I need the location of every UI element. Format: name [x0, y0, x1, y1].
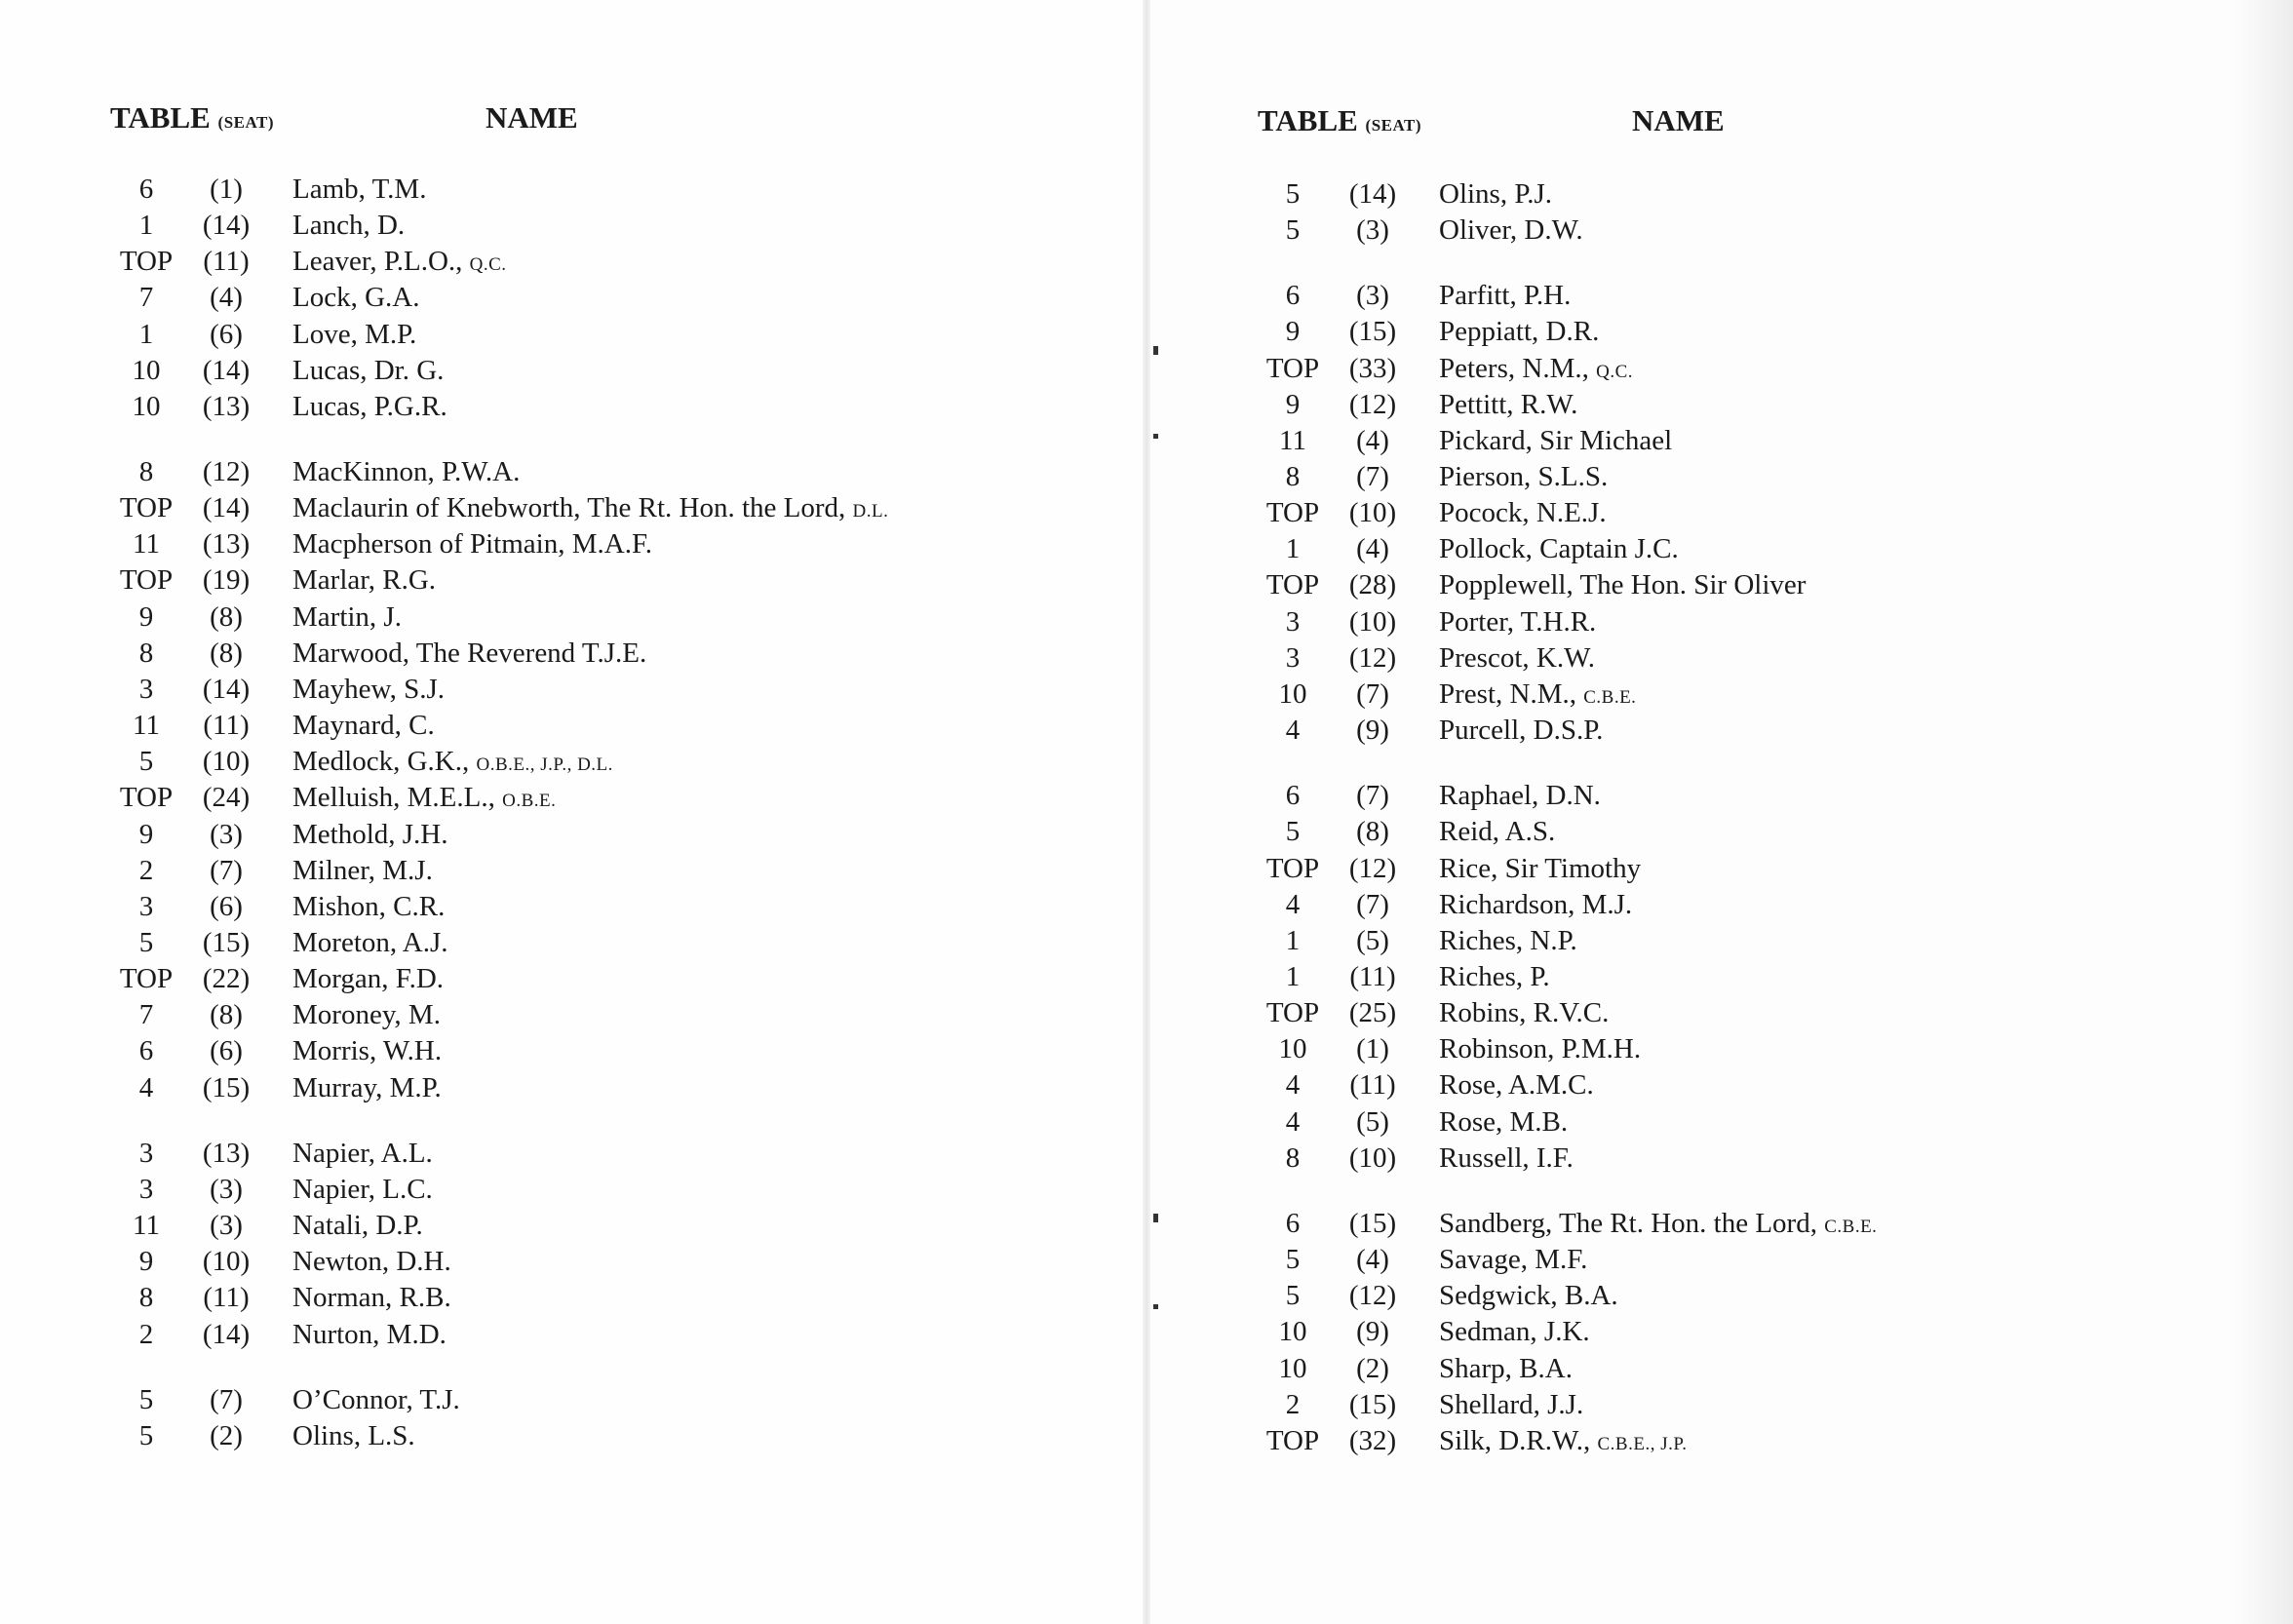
- guest-name-text: Nurton, M.D.: [292, 1319, 447, 1350]
- guest-name: [292, 172, 426, 207]
- seat-number: (11): [1349, 961, 1396, 992]
- guest-name-text: Napier, L.C.: [292, 1174, 433, 1205]
- guest-name: [292, 1136, 433, 1171]
- guest-name: [1439, 278, 1571, 313]
- right-page: [1146, 0, 2293, 1624]
- table-number: 10: [1278, 678, 1307, 710]
- table-number: TOP: [1265, 853, 1320, 884]
- guest-name-text: Morgan, F.D.: [292, 963, 445, 994]
- guest-name: [1439, 851, 1641, 886]
- guest-name-text: Reid, A.S.: [1439, 816, 1556, 847]
- seat-number: (14): [202, 492, 251, 523]
- seat-number: (11): [203, 710, 250, 741]
- guest-name: [292, 490, 888, 529]
- table-number: TOP: [1265, 497, 1320, 528]
- seat-number: (25): [1348, 997, 1397, 1028]
- guest-name-text: Methold, J.H.: [292, 819, 448, 850]
- guest-name-text: O’Connor, T.J.: [292, 1384, 460, 1415]
- guest-name: [292, 672, 445, 707]
- guest-name-text: Olins, L.S.: [292, 1420, 415, 1451]
- table-number: 5: [138, 1420, 154, 1451]
- guest-name: [292, 1033, 442, 1068]
- seat-number: (19): [202, 564, 251, 596]
- seat-number: (10): [1348, 606, 1397, 638]
- honours-suffix: Q.C.: [469, 254, 507, 275]
- seat-number: (3): [1356, 214, 1389, 246]
- guest-name-text: Sedgwick, B.A.: [1439, 1280, 1618, 1311]
- guest-name-text: Pierson, S.L.S.: [1439, 461, 1609, 492]
- guest-name-text: Mishon, C.R.: [292, 891, 446, 922]
- guest-name-text: Marwood, The Reverend T.J.E.: [292, 638, 647, 669]
- seat-number: (4): [1356, 425, 1389, 456]
- guest-name: [292, 961, 444, 996]
- seat-number: (15): [1348, 1208, 1397, 1239]
- guest-name: [1439, 1351, 1573, 1386]
- honours-suffix: O.B.E.: [502, 791, 557, 811]
- table-number: TOP: [119, 246, 174, 277]
- guest-name-text: Macpherson of Pitmain, M.A.F.: [292, 528, 653, 560]
- guest-name-text: Sedman, J.K.: [1439, 1316, 1590, 1347]
- left-page: [0, 0, 1146, 1624]
- honours-suffix: C.B.E.: [1824, 1217, 1878, 1237]
- seat-number: (11): [1349, 1069, 1396, 1101]
- table-number: 5: [1285, 178, 1301, 210]
- guest-name-text: Natali, D.P.: [292, 1210, 423, 1241]
- seat-number: (5): [1356, 1106, 1389, 1138]
- table-number: TOP: [1265, 569, 1320, 600]
- table-number: 5: [138, 1384, 154, 1415]
- guest-name: [292, 636, 646, 671]
- guest-name-text: Peters, N.M.,: [1439, 353, 1597, 384]
- table-number: 6: [1285, 280, 1301, 311]
- table-number: 11: [1279, 425, 1306, 456]
- guest-name-text: Oliver, D.W.: [1439, 214, 1583, 246]
- guest-name-text: Riches, P.: [1439, 961, 1550, 992]
- page-edge-shadow: [2235, 0, 2293, 1624]
- table-number: 10: [132, 391, 161, 422]
- table-number: 2: [138, 855, 154, 886]
- table-number: 5: [1285, 214, 1301, 246]
- guest-name: [1439, 887, 1632, 922]
- guest-name: [292, 317, 416, 352]
- table-number: 5: [1285, 816, 1301, 847]
- guest-name: [292, 889, 445, 924]
- guest-name-text: Maclaurin of Knebworth, The Rt. Hon. the Lord,: [292, 492, 853, 523]
- guest-name: [292, 208, 405, 243]
- seat-number: (15): [202, 927, 251, 958]
- seat-number: (14): [202, 674, 251, 705]
- seat-number: (1): [210, 174, 243, 205]
- table-number: 9: [138, 601, 154, 633]
- guest-name: [292, 1280, 451, 1315]
- table-number: 2: [138, 1319, 154, 1350]
- guest-name: [1439, 387, 1577, 422]
- guest-name-text: Moroney, M.: [292, 999, 441, 1030]
- guest-name-text: Milner, M.J.: [292, 855, 433, 886]
- seat-number: (8): [210, 999, 243, 1030]
- seat-number: (15): [1348, 316, 1397, 347]
- guest-name: [292, 780, 556, 819]
- guest-name: [292, 1244, 451, 1279]
- guest-name: [292, 708, 435, 743]
- guest-name-text: Rose, M.B.: [1439, 1106, 1569, 1138]
- seat-number: (10): [202, 746, 251, 777]
- table-number: 10: [1278, 1353, 1307, 1384]
- table-number: TOP: [119, 492, 174, 523]
- guest-name: [292, 389, 447, 424]
- guest-name: [292, 353, 444, 388]
- seat-number: (2): [210, 1420, 243, 1451]
- guest-name-text: Robinson, P.M.H.: [1439, 1033, 1642, 1064]
- guest-name: [292, 925, 448, 960]
- guest-name: [292, 1172, 433, 1207]
- table-number: 3: [1285, 606, 1301, 638]
- seat-number: (33): [1348, 353, 1397, 384]
- binding-mark: [1153, 434, 1158, 439]
- seat-number: (6): [210, 319, 243, 350]
- table-number: 10: [1278, 1316, 1307, 1347]
- table-number: 11: [133, 1210, 160, 1241]
- guest-name-text: Pollock, Captain J.C.: [1439, 533, 1679, 564]
- seat-number: (4): [1356, 1244, 1389, 1275]
- guest-name: [1439, 213, 1583, 248]
- table-number: 6: [1285, 1208, 1301, 1239]
- guest-name: [1439, 814, 1555, 849]
- guest-name: [292, 744, 613, 783]
- guest-name: [1439, 923, 1577, 958]
- seat-number: (1): [1356, 1033, 1389, 1064]
- table-number: 10: [1278, 1033, 1307, 1064]
- table-number: 9: [1285, 316, 1301, 347]
- guest-name-text: Lock, G.A.: [292, 282, 420, 313]
- guest-name-text: MacKinnon, P.W.A.: [292, 456, 521, 487]
- seat-number: (14): [202, 355, 251, 386]
- table-number: 2: [1285, 1389, 1301, 1420]
- seat-number: (24): [202, 782, 251, 813]
- guest-name: [1439, 677, 1636, 715]
- seat-number: (9): [1356, 715, 1389, 746]
- guest-name-text: Lucas, Dr. G.: [292, 355, 445, 386]
- name-header: NAME: [486, 100, 578, 135]
- guest-name-text: Morris, W.H.: [292, 1035, 443, 1066]
- guest-name: [1439, 314, 1599, 349]
- guest-name-text: Lamb, T.M.: [292, 174, 427, 205]
- guest-name-text: Silk, D.R.W.,: [1439, 1425, 1598, 1456]
- seat-number: (7): [1356, 889, 1389, 920]
- seat-number: (8): [1356, 816, 1389, 847]
- table-number: 3: [138, 1174, 154, 1205]
- guest-name-text: Melluish, M.E.L.,: [292, 782, 503, 813]
- table-number: 5: [138, 746, 154, 777]
- guest-name: [1439, 176, 1552, 212]
- guest-name: [1439, 778, 1601, 813]
- seat-number: (22): [202, 963, 251, 994]
- seat-number: (7): [1356, 678, 1389, 710]
- seat-number: (10): [1348, 497, 1397, 528]
- guest-name: [292, 817, 448, 852]
- right-entry-list: [1146, 0, 2293, 1624]
- guest-name: [292, 454, 520, 489]
- guest-name: [1439, 1423, 1688, 1462]
- guest-name-text: Prescot, K.W.: [1439, 642, 1596, 674]
- seat-number: (3): [210, 819, 243, 850]
- seat-number: (13): [202, 1138, 251, 1169]
- seat-number: (14): [1348, 178, 1397, 210]
- table-number: 9: [138, 819, 154, 850]
- guest-name: [292, 1418, 415, 1453]
- table-number: 7: [138, 282, 154, 313]
- guest-name: [1439, 604, 1596, 639]
- guest-name: [292, 1208, 423, 1243]
- table-number: 11: [133, 528, 160, 560]
- guest-name-text: Prest, N.M.,: [1439, 678, 1584, 710]
- guest-name-text: Riches, N.P.: [1439, 925, 1577, 956]
- guest-name: [292, 853, 433, 888]
- table-number: 6: [138, 174, 154, 205]
- table-number: 5: [1285, 1280, 1301, 1311]
- guest-name: [1439, 1031, 1641, 1066]
- table-number: 3: [138, 674, 154, 705]
- table-number: TOP: [1265, 997, 1320, 1028]
- guest-name: [292, 526, 652, 561]
- seat-number: (2): [1356, 1353, 1389, 1384]
- guest-name-text: Love, M.P.: [292, 319, 417, 350]
- guest-name: [1439, 495, 1607, 530]
- guest-name-text: Pettitt, R.W.: [1439, 389, 1578, 420]
- seat-number: (10): [1348, 1142, 1397, 1174]
- seat-number: (8): [210, 601, 243, 633]
- table-header-label: TABLE: [1258, 103, 1358, 137]
- table-number: 5: [138, 927, 154, 958]
- guest-name-text: Popplewell, The Hon. Sir Oliver: [1439, 569, 1807, 600]
- table-number: 9: [138, 1246, 154, 1277]
- binding-mark: [1153, 346, 1158, 355]
- guest-name: [1439, 713, 1603, 748]
- table-number: TOP: [119, 782, 174, 813]
- guest-name: [1439, 1067, 1594, 1102]
- table-number: 10: [132, 355, 161, 386]
- guest-name-text: Sandberg, The Rt. Hon. the Lord,: [1439, 1208, 1825, 1239]
- honours-suffix: C.B.E., J.P.: [1597, 1434, 1688, 1454]
- guest-name-text: Shellard, J.J.: [1439, 1389, 1584, 1420]
- table-number: 8: [1285, 1142, 1301, 1174]
- seat-number: (8): [210, 638, 243, 669]
- table-header-label: TABLE: [110, 100, 211, 135]
- table-number: 4: [138, 1072, 154, 1103]
- left-entry-list: [0, 0, 1146, 1624]
- seat-number: (6): [210, 1035, 243, 1066]
- honours-suffix: D.L.: [852, 501, 889, 522]
- seat-number: (14): [202, 210, 251, 241]
- seat-number: (7): [1356, 780, 1389, 811]
- guest-name-text: Russell, I.F.: [1439, 1142, 1574, 1174]
- seat-number: (9): [1356, 1316, 1389, 1347]
- table-number: 1: [1285, 533, 1301, 564]
- guest-name-text: Olins, P.J.: [1439, 178, 1553, 210]
- table-number: 1: [1285, 961, 1301, 992]
- guest-name-text: Marlar, R.G.: [292, 564, 437, 596]
- guest-name-text: Porter, T.H.R.: [1439, 606, 1597, 638]
- guest-name: [1439, 1206, 1877, 1245]
- binding-mark: [1153, 1214, 1158, 1222]
- table-number: 4: [1285, 1069, 1301, 1101]
- guest-name-text: Murray, M.P.: [292, 1072, 442, 1103]
- guest-name-text: Mayhew, S.J.: [292, 674, 446, 705]
- guest-name: [292, 1317, 447, 1352]
- guest-name: [1439, 995, 1609, 1030]
- guest-name: [1439, 1387, 1583, 1422]
- table-number: 6: [138, 1035, 154, 1066]
- seat-number: (12): [1348, 642, 1397, 674]
- guest-name-text: Raphael, D.N.: [1439, 780, 1601, 811]
- guest-name: [292, 1382, 460, 1417]
- guest-name: [292, 599, 402, 635]
- guest-name: [1439, 531, 1679, 566]
- guest-name-text: Rice, Sir Timothy: [1439, 853, 1642, 884]
- seat-number: (3): [210, 1174, 243, 1205]
- seat-number: (6): [210, 891, 243, 922]
- table-number: 9: [1285, 389, 1301, 420]
- table-number: 11: [133, 710, 160, 741]
- seat-number: (11): [203, 246, 250, 277]
- table-number: 8: [138, 1282, 154, 1313]
- guest-name: [292, 244, 507, 283]
- guest-name-text: Pickard, Sir Michael: [1439, 425, 1673, 456]
- table-number: 8: [1285, 461, 1301, 492]
- table-number: 1: [138, 210, 154, 241]
- seat-number: (11): [203, 1282, 250, 1313]
- honours-suffix: C.B.E.: [1583, 687, 1637, 708]
- seat-number: (7): [210, 855, 243, 886]
- guest-name-text: Moreton, A.J.: [292, 927, 448, 958]
- guest-name-text: Maynard, C.: [292, 710, 435, 741]
- guest-name-text: Richardson, M.J.: [1439, 889, 1633, 920]
- seat-number: (14): [202, 1319, 251, 1350]
- table-number: 3: [138, 891, 154, 922]
- seat-number: (12): [1348, 1280, 1397, 1311]
- seat-number: (3): [1356, 280, 1389, 311]
- guest-name-text: Newton, D.H.: [292, 1246, 451, 1277]
- guest-name: [1439, 1104, 1568, 1140]
- guest-name: [1439, 423, 1672, 458]
- guest-name: [1439, 1314, 1590, 1349]
- seat-number: (15): [202, 1072, 251, 1103]
- guest-name: [1439, 959, 1550, 994]
- guest-name: [1439, 459, 1608, 494]
- seat-number: (15): [1348, 1389, 1397, 1420]
- seat-header-label: (SEAT): [217, 113, 275, 132]
- table-number: TOP: [1265, 1425, 1320, 1456]
- seat-number: (13): [202, 391, 251, 422]
- guest-name-text: Rose, A.M.C.: [1439, 1069, 1594, 1101]
- guest-name-text: Parfitt, P.H.: [1439, 280, 1572, 311]
- table-number: 5: [1285, 1244, 1301, 1275]
- table-number: 4: [1285, 715, 1301, 746]
- seat-number: (4): [1356, 533, 1389, 564]
- guest-name-text: Napier, A.L.: [292, 1138, 433, 1169]
- table-number: 4: [1285, 1106, 1301, 1138]
- table-number: 4: [1285, 889, 1301, 920]
- seat-header-label: (SEAT): [1365, 116, 1422, 135]
- guest-name-text: Savage, M.F.: [1439, 1244, 1588, 1275]
- guest-name: [292, 562, 436, 598]
- table-number: TOP: [119, 564, 174, 596]
- guest-name: [1439, 1278, 1618, 1313]
- binding-mark: [1153, 1304, 1158, 1309]
- seat-number: (4): [210, 282, 243, 313]
- table-number: TOP: [119, 963, 174, 994]
- seat-number: (12): [202, 456, 251, 487]
- guest-name: [1439, 567, 1806, 602]
- guest-name: [292, 1070, 442, 1105]
- guest-name: [1439, 1242, 1587, 1277]
- table-number: 1: [138, 319, 154, 350]
- seat-number: (12): [1348, 853, 1397, 884]
- seat-number: (13): [202, 528, 251, 560]
- seat-number: (28): [1348, 569, 1397, 600]
- guest-name-text: Lanch, D.: [292, 210, 406, 241]
- honours-suffix: O.B.E., J.P., D.L.: [476, 754, 613, 775]
- guest-name-text: Leaver, P.L.O.,: [292, 246, 470, 277]
- table-number: 7: [138, 999, 154, 1030]
- honours-suffix: Q.C.: [1596, 362, 1634, 382]
- guest-name: [1439, 640, 1595, 676]
- book-gutter: [1143, 0, 1150, 1624]
- table-number: 3: [1285, 642, 1301, 674]
- table-number: TOP: [1265, 353, 1320, 384]
- table-number: 3: [138, 1138, 154, 1169]
- guest-name-text: Norman, R.B.: [292, 1282, 451, 1313]
- guest-name-text: Peppiatt, D.R.: [1439, 316, 1600, 347]
- table-number: 8: [138, 456, 154, 487]
- guest-name: [292, 280, 419, 315]
- seat-number: (7): [210, 1384, 243, 1415]
- table-number: 8: [138, 638, 154, 669]
- guest-name: [1439, 1141, 1574, 1176]
- table-number: 6: [1285, 780, 1301, 811]
- guest-name: [1439, 351, 1633, 390]
- seat-number: (12): [1348, 389, 1397, 420]
- guest-name: [292, 997, 441, 1032]
- guest-name-text: Lucas, P.G.R.: [292, 391, 447, 422]
- guest-name-text: Medlock, G.K.,: [292, 746, 477, 777]
- seat-number: (10): [202, 1246, 251, 1277]
- seat-number: (5): [1356, 925, 1389, 956]
- guest-name-text: Robins, R.V.C.: [1439, 997, 1610, 1028]
- table-number: 1: [1285, 925, 1301, 956]
- guest-name-text: Pocock, N.E.J.: [1439, 497, 1607, 528]
- seat-number: (32): [1348, 1425, 1397, 1456]
- seat-number: (3): [210, 1210, 243, 1241]
- name-header: NAME: [1632, 103, 1725, 137]
- guest-name-text: Sharp, B.A.: [1439, 1353, 1573, 1384]
- guest-name-text: Purcell, D.S.P.: [1439, 715, 1604, 746]
- seat-number: (7): [1356, 461, 1389, 492]
- guest-name-text: Martin, J.: [292, 601, 402, 633]
